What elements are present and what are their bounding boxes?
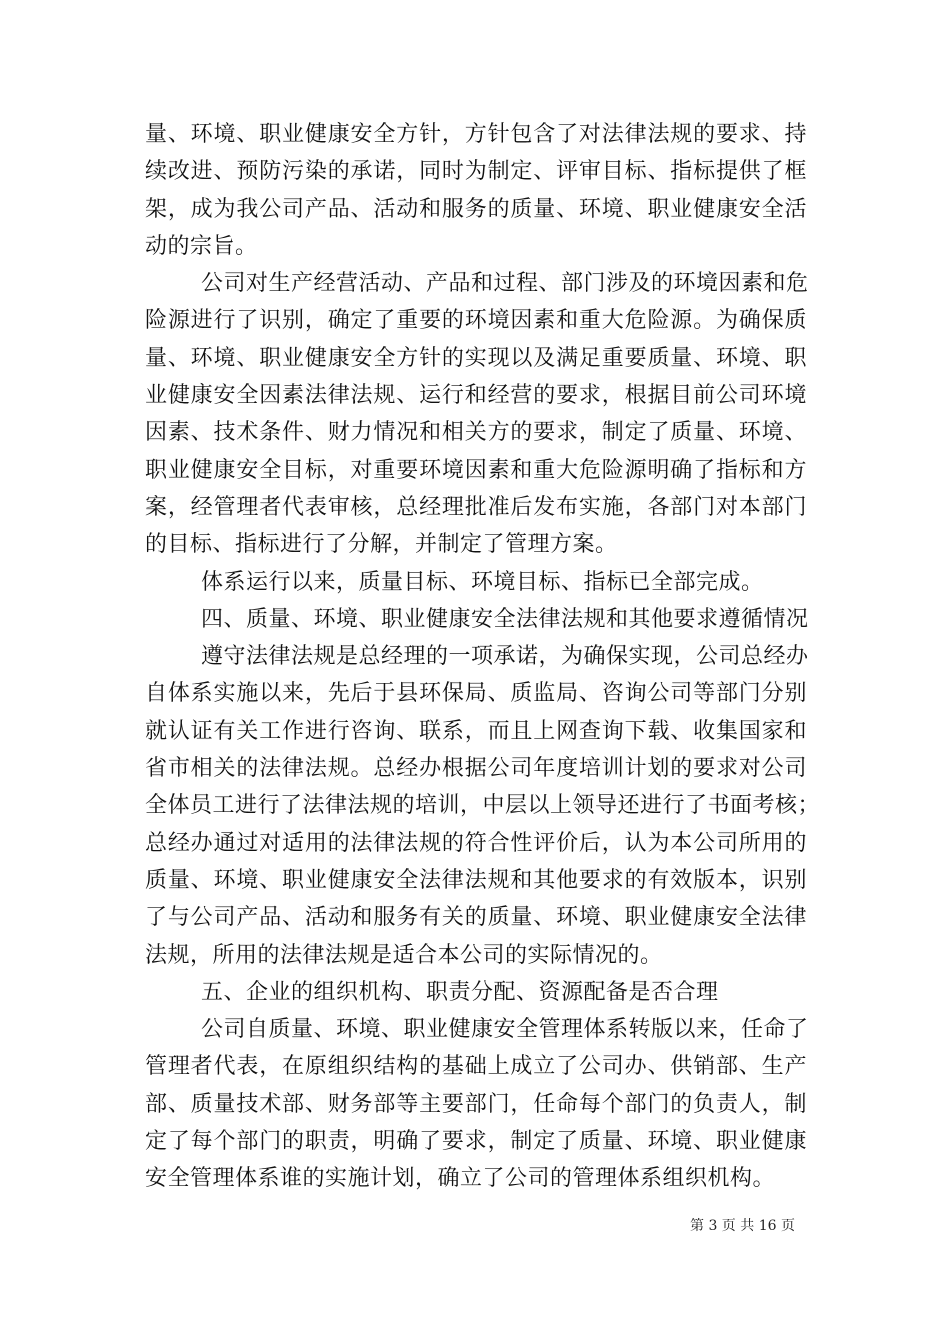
- text-line: 动的宗旨。: [145, 233, 258, 259]
- text-line: 就认证有关工作进行咨询、联系，而且上网查询下载、收集国家和: [145, 718, 807, 744]
- text-line: 的目标、指标进行了分解，并制定了管理方案。: [145, 532, 618, 558]
- text-line: 质量、环境、职业健康安全法律法规和其他要求的有效版本，识别: [145, 867, 807, 893]
- text-line: 部、质量技术部、财务部等主要部门，任命每个部门的负责人，制: [145, 1091, 807, 1117]
- text-line: 全体员工进行了法律法规的培训，中层以上领导还进行了书面考核；: [145, 793, 821, 819]
- section-heading: 五、企业的组织机构、职责分配、资源配备是否合理: [201, 979, 719, 1005]
- page-number: 第 3 页 共 16 页: [690, 1218, 795, 1234]
- text-line: 体系运行以来，质量目标、环境目标、指标已全部完成。: [201, 569, 764, 595]
- section-heading: 四、质量、环境、职业健康安全法律法规和其他要求遵循情况: [201, 606, 809, 632]
- text-line: 总经办通过对适用的法律法规的符合性评价后，认为本公司所用的: [145, 830, 807, 856]
- text-line: 自体系实施以来，先后于县环保局、质监局、咨询公司等部门分别: [145, 681, 807, 707]
- text-line: 量、环境、职业健康安全方针，方针包含了对法律法规的要求、持: [145, 122, 807, 147]
- text-line: 险源进行了识别，确定了重要的环境因素和重大危险源。为确保质: [145, 308, 807, 334]
- text-line: 案，经管理者代表审核，总经理批准后发布实施，各部门对本部门: [145, 494, 807, 520]
- text-line: 公司对生产经营活动、产品和过程、部门涉及的环境因素和危: [201, 271, 809, 297]
- text-line: 法规，所用的法律法规是适合本公司的实际情况的。: [145, 942, 663, 968]
- text-line: 了与公司产品、活动和服务有关的质量、环境、职业健康安全法律: [145, 905, 807, 931]
- text-line: 续改进、预防污染的承诺，同时为制定、评审目标、指标提供了框: [145, 159, 807, 185]
- text-line: 业健康安全因素法律法规、运行和经营的要求，根据目前公司环境: [145, 383, 807, 409]
- text-line: 量、环境、职业健康安全方针的实现以及满足重要质量、环境、职: [145, 345, 807, 371]
- text-line: 定了每个部门的职责，明确了要求，制定了质量、环境、职业健康: [145, 1129, 807, 1155]
- text-line: 遵守法律法规是总经理的一项承诺，为确保实现，公司总经办: [201, 644, 809, 670]
- text-line: 管理者代表，在原组织结构的基础上成立了公司办、供销部、生产: [145, 1054, 807, 1080]
- text-line: 架，成为我公司产品、活动和服务的质量、环境、职业健康安全活: [145, 196, 807, 222]
- text-line: 因素、技术条件、财力情况和相关方的要求，制定了质量、环境、: [145, 420, 807, 446]
- text-line: 安全管理体系谁的实施计划，确立了公司的管理体系组织机构。: [145, 1166, 776, 1192]
- text-line: 公司自质量、环境、职业健康安全管理体系转版以来，任命了: [201, 1017, 809, 1043]
- text-line: 职业健康安全目标，对重要环境因素和重大危险源明确了指标和方: [145, 457, 807, 483]
- text-line: 省市相关的法律法规。总经办根据公司年度培训计划的要求对公司: [145, 756, 807, 782]
- document-body: [145, 116, 821, 1198]
